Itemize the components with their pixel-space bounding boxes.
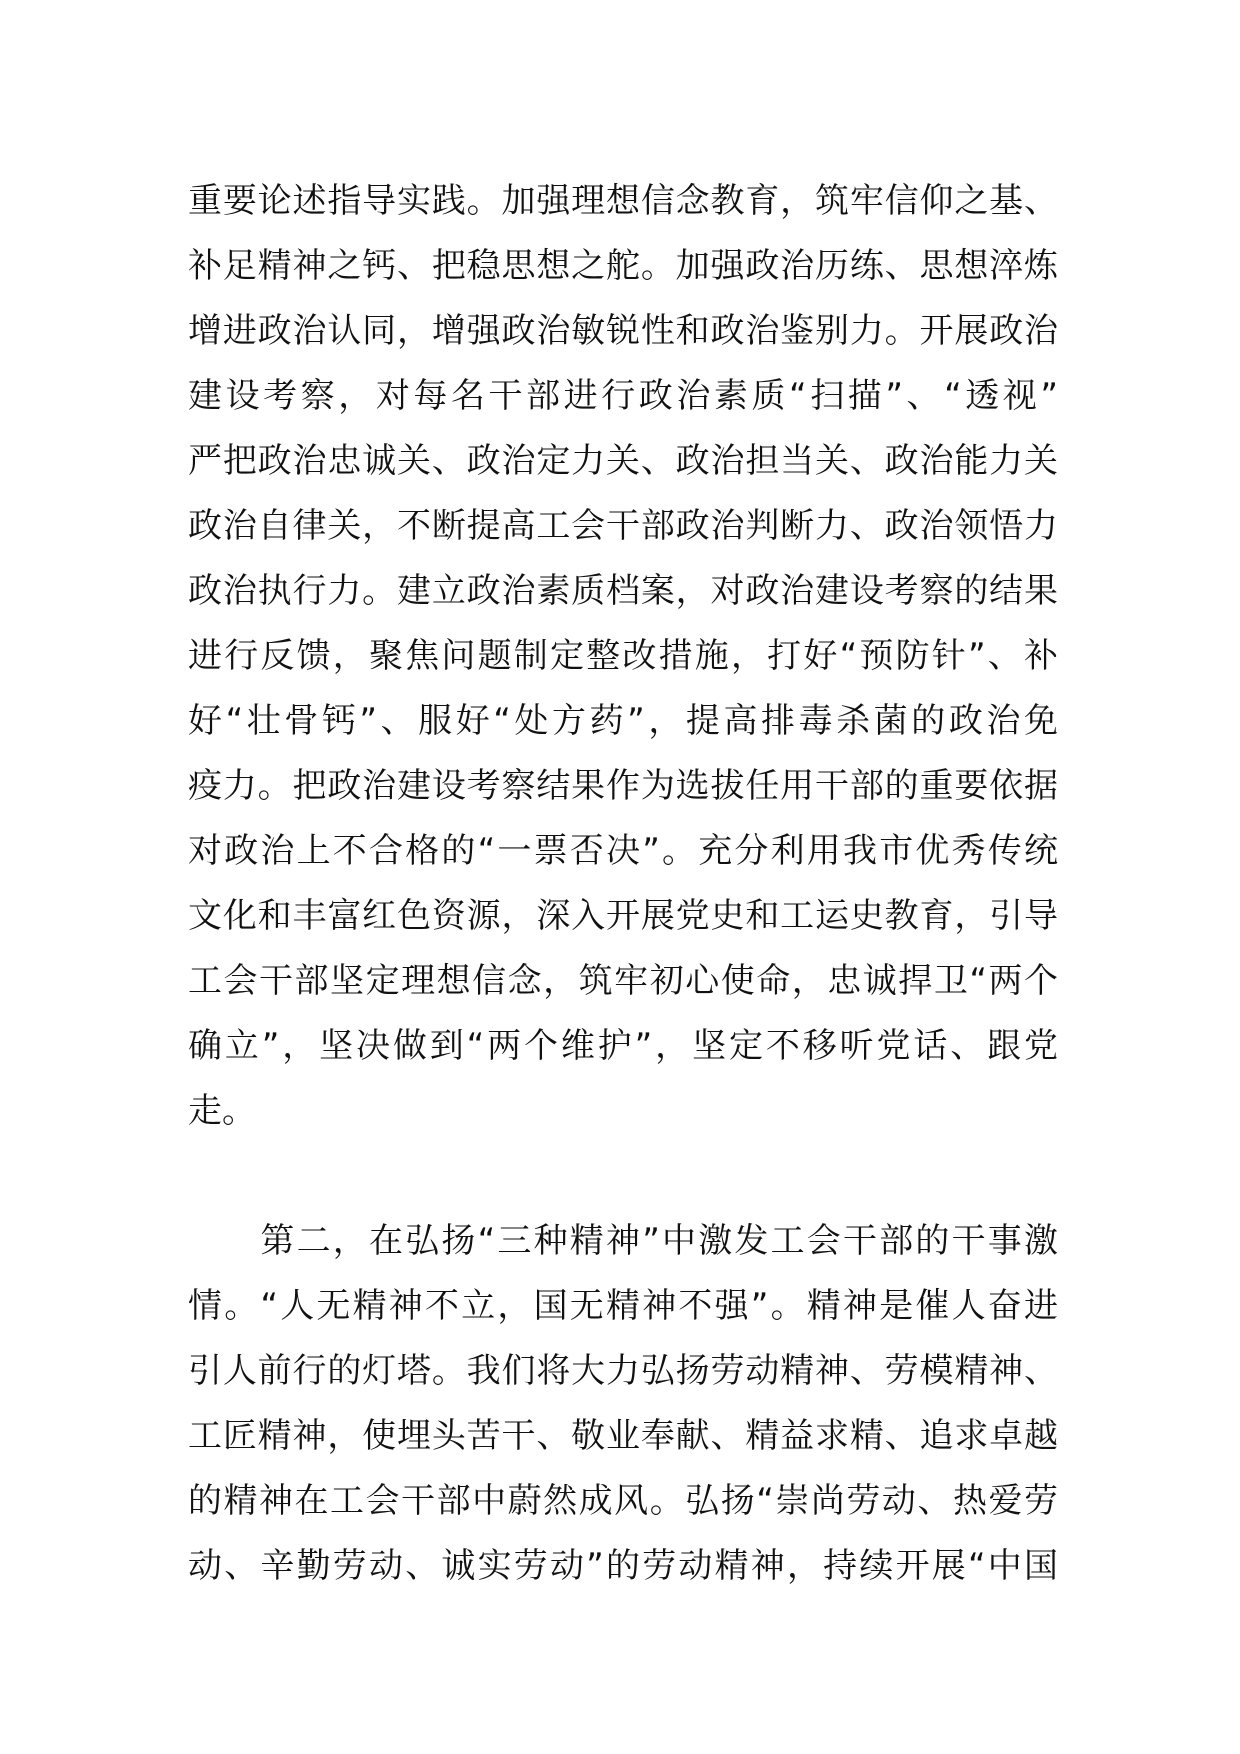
paragraph-2 <box>188 1209 1058 1599</box>
text-line: 好“壮骨钙”、服好“处方药”，提高排毒杀菌的政治免 <box>188 701 1058 741</box>
text-line: 动、辛勤劳动、诚实劳动”的劳动精神，持续开展“中国 <box>188 1546 1058 1586</box>
text-line: 增进政治认同，增强政治敏锐性和政治鉴别力。开展政治 <box>188 311 1058 351</box>
text-line: 确立”，坚决做到“两个维护”，坚定不移听党话、跟党 <box>188 1026 1058 1066</box>
text-line: 疫力。把政治建设考察结果作为选拔任用干部的重要依据 <box>188 766 1058 806</box>
text-line: 走。 <box>188 1091 256 1131</box>
text-line: 第二，在弘扬“三种精神”中激发工会干部的干事激 <box>188 1221 1058 1261</box>
text-line: 引人前行的灯塔。我们将大力弘扬劳动精神、劳模精神、 <box>188 1351 1058 1391</box>
text-line: 进行反馈，聚焦问题制定整改措施，打好“预防针”、补 <box>188 636 1058 676</box>
text-line: 工会干部坚定理想信念，筑牢初心使命，忠诚捍卫“两个 <box>188 961 1058 1001</box>
text-line: 文化和丰富红色资源，深入开展党史和工运史教育，引导 <box>188 896 1058 936</box>
text-line: 工匠精神，使埋头苦干、敬业奉献、精益求精、追求卓越 <box>188 1416 1058 1456</box>
text-line: 情。“人无精神不立，国无精神不强”。精神是催人奋进 <box>188 1286 1058 1326</box>
text-line: 重要论述指导实践。加强理想信念教育，筑牢信仰之基、 <box>188 181 1058 221</box>
text-line: 的精神在工会干部中蔚然成风。弘扬“崇尚劳动、热爱劳 <box>188 1481 1058 1521</box>
text-line: 政治执行力。建立政治素质档案，对政治建设考察的结果 <box>188 571 1058 611</box>
text-line: 补足精神之钙、把稳思想之舵。加强政治历练、思想淬炼 <box>188 246 1058 286</box>
text-line: 政治自律关，不断提高工会干部政治判断力、政治领悟力 <box>188 506 1058 546</box>
text-line: 对政治上不合格的“一票否决”。充分利用我市优秀传统 <box>188 831 1058 871</box>
text-line: 严把政治忠诚关、政治定力关、政治担当关、政治能力关 <box>188 441 1058 481</box>
paragraph-1 <box>188 169 1058 1144</box>
text-line: 建设考察，对每名干部进行政治素质“扫描”、“透视” <box>188 376 1058 416</box>
